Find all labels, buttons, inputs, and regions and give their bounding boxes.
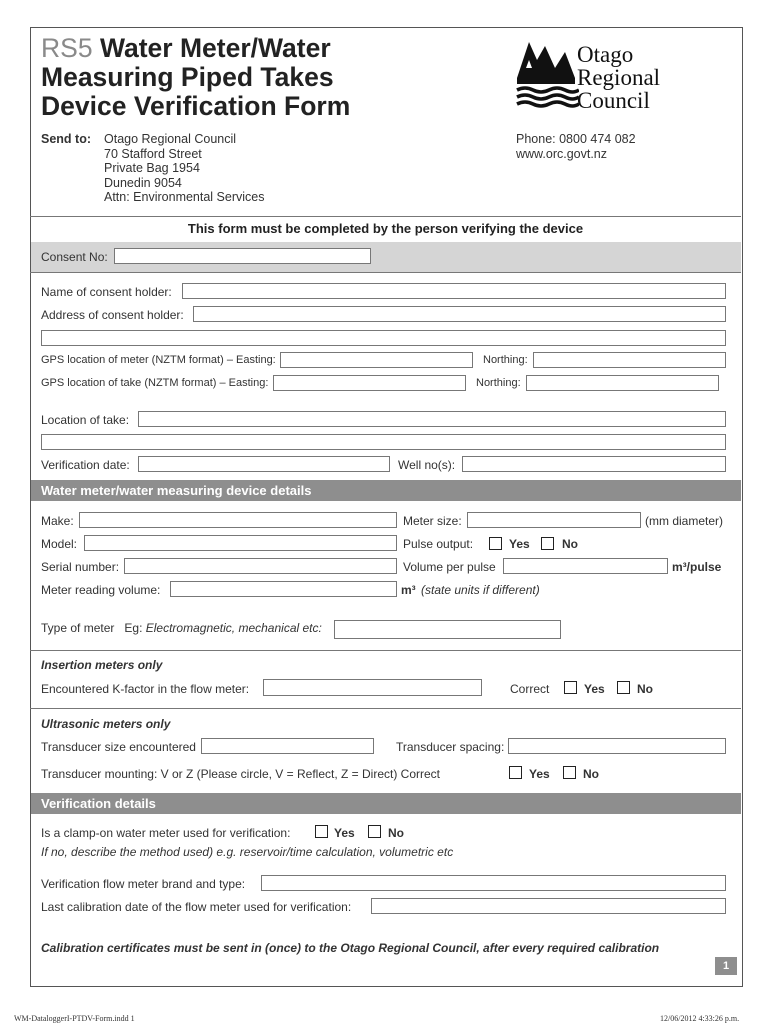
gps-meter-northing-input[interactable] — [533, 352, 726, 368]
well-no-input[interactable] — [462, 456, 726, 472]
footer-timestamp: 12/06/2012 4:33:26 p.m. — [660, 1014, 740, 1023]
clamp-on-yes-checkbox[interactable] — [315, 825, 328, 838]
certificates-note: Calibration certificates must be sent in (once) to the Otago Regional Council, after every required calibration — [41, 941, 660, 955]
mounting-no-checkbox[interactable] — [563, 766, 576, 779]
gps-meter-easting-input[interactable] — [280, 352, 473, 368]
brand-type-label: Verification flow meter brand and type: — [41, 877, 246, 891]
kfactor-input[interactable] — [263, 679, 482, 696]
otago-mountain-logo-icon — [515, 38, 579, 110]
volume-pulse-label: Volume per pulse — [403, 560, 496, 574]
clamp-on-no-checkbox[interactable] — [368, 825, 381, 838]
gps-take-label: GPS location of take (NZTM format) – Easting: — [41, 377, 269, 389]
mm-diameter-label: (mm diameter) — [645, 514, 724, 528]
divider — [30, 272, 741, 273]
last-calibration-label: Last calibration date of the flow meter used for verification: — [41, 900, 352, 914]
transducer-size-input[interactable] — [201, 738, 374, 754]
reading-volume-input[interactable] — [170, 581, 397, 597]
notice-text: This form must be completed by the person verifying the device — [187, 221, 584, 236]
gps-take-northing-input[interactable] — [526, 375, 719, 391]
location-take-input-2[interactable] — [41, 434, 726, 450]
type-meter-label: Type of meter Eg: Electromagnetic, mechanical etc: — [41, 621, 322, 635]
kfactor-no-checkbox[interactable] — [617, 681, 630, 694]
holder-name-label: Name of consent holder: — [41, 285, 172, 299]
well-no-label: Well no(s): — [398, 458, 456, 472]
make-input[interactable] — [79, 512, 397, 528]
holder-address-input-2[interactable] — [41, 330, 726, 346]
gps-meter-northing-label: Northing: — [483, 354, 528, 366]
transducer-size-label: Transducer size encountered — [41, 740, 196, 754]
model-input[interactable] — [84, 535, 397, 551]
ultrasonic-heading: Ultrasonic meters only — [41, 717, 171, 731]
kfactor-label: Encountered K-factor in the flow meter: — [41, 682, 250, 696]
make-label: Make: — [41, 514, 74, 528]
mounting-yes-checkbox[interactable] — [509, 766, 522, 779]
transducer-spacing-label: Transducer spacing: — [396, 740, 505, 754]
location-take-label: Location of take: — [41, 413, 130, 427]
meter-size-input[interactable] — [467, 512, 641, 528]
verification-section-header: Verification details — [31, 793, 741, 814]
reading-volume-label: Meter reading volume: — [41, 583, 161, 597]
serial-input[interactable] — [124, 558, 397, 574]
model-label: Model: — [41, 537, 78, 551]
mounting-no-label: No — [583, 767, 599, 781]
transducer-spacing-input[interactable] — [508, 738, 726, 754]
clamp-on-no-label: No — [388, 826, 404, 840]
verification-date-label: Verification date: — [41, 458, 130, 472]
m3-unit: m³ — [401, 583, 416, 597]
pulse-output-label: Pulse output: — [403, 537, 474, 551]
consent-no-input[interactable] — [114, 248, 371, 264]
pulse-output-no-label: No — [562, 537, 578, 551]
pulse-output-no-checkbox[interactable] — [541, 537, 554, 550]
verification-date-input[interactable] — [138, 456, 390, 472]
gps-meter-label: GPS location of meter (NZTM format) – Easting: — [41, 354, 276, 366]
gps-take-northing-label: Northing: — [476, 377, 521, 389]
method-note: If no, describe the method used) e.g. reservoir/time calculation, volumetric etc — [41, 845, 454, 859]
footer-file: WM-DataloggerI-PTDV-Form.indd 1 — [14, 1014, 135, 1023]
holder-address-input[interactable] — [193, 306, 726, 322]
pulse-output-yes-checkbox[interactable] — [489, 537, 502, 550]
kfactor-yes-label: Yes — [584, 682, 605, 696]
form-code: RS5 — [41, 33, 93, 63]
title-line-2: Measuring Piped Takes — [41, 62, 334, 92]
device-section-header: Water meter/water measuring device details — [31, 480, 741, 501]
logo-text: Otago Regional Council — [577, 42, 661, 113]
holder-name-input[interactable] — [182, 283, 726, 299]
title-line-1: Water Meter/Water — [99, 33, 331, 63]
type-meter-input[interactable] — [334, 620, 561, 639]
kfactor-correct-label: Correct — [510, 682, 550, 696]
brand-type-input[interactable] — [261, 875, 726, 891]
serial-label: Serial number: — [41, 560, 120, 574]
clamp-on-yes-label: Yes — [334, 826, 355, 840]
consent-no-label: Consent No: — [41, 250, 108, 264]
page-number-badge: 1 — [715, 957, 737, 975]
send-to-label: Send to: — [41, 132, 91, 146]
kfactor-no-label: No — [637, 682, 653, 696]
divider — [30, 216, 741, 217]
pulse-output-yes-label: Yes — [509, 537, 530, 551]
divider — [30, 650, 741, 651]
transducer-mounting-label: Transducer mounting: V or Z (Please circle, V = Reflect, Z = Direct) Correct — [41, 767, 441, 781]
page-title — [41, 34, 481, 121]
contact-phone-web: Phone: 0800 474 082 www.orc.govt.nz — [516, 132, 636, 161]
title-line-3: Device Verification Form — [41, 91, 351, 121]
divider — [30, 708, 741, 709]
clamp-on-label: Is a clamp-on water meter used for verification: — [41, 826, 291, 840]
mounting-yes-label: Yes — [529, 767, 550, 781]
insertion-heading: Insertion meters only — [41, 658, 163, 672]
state-units-note: (state units if different) — [421, 583, 540, 597]
kfactor-yes-checkbox[interactable] — [564, 681, 577, 694]
location-take-input[interactable] — [138, 411, 726, 427]
m3-pulse-unit: m³/pulse — [672, 560, 722, 574]
gps-take-easting-input[interactable] — [273, 375, 466, 391]
meter-size-label: Meter size: — [403, 514, 462, 528]
holder-address-label: Address of consent holder: — [41, 308, 184, 322]
send-to-address: Otago Regional Council 70 Stafford Street Private Bag 1954 Dunedin 9054 Attn: Environmental Services — [104, 132, 265, 204]
last-calibration-input[interactable] — [371, 898, 726, 914]
volume-pulse-input[interactable] — [503, 558, 668, 574]
